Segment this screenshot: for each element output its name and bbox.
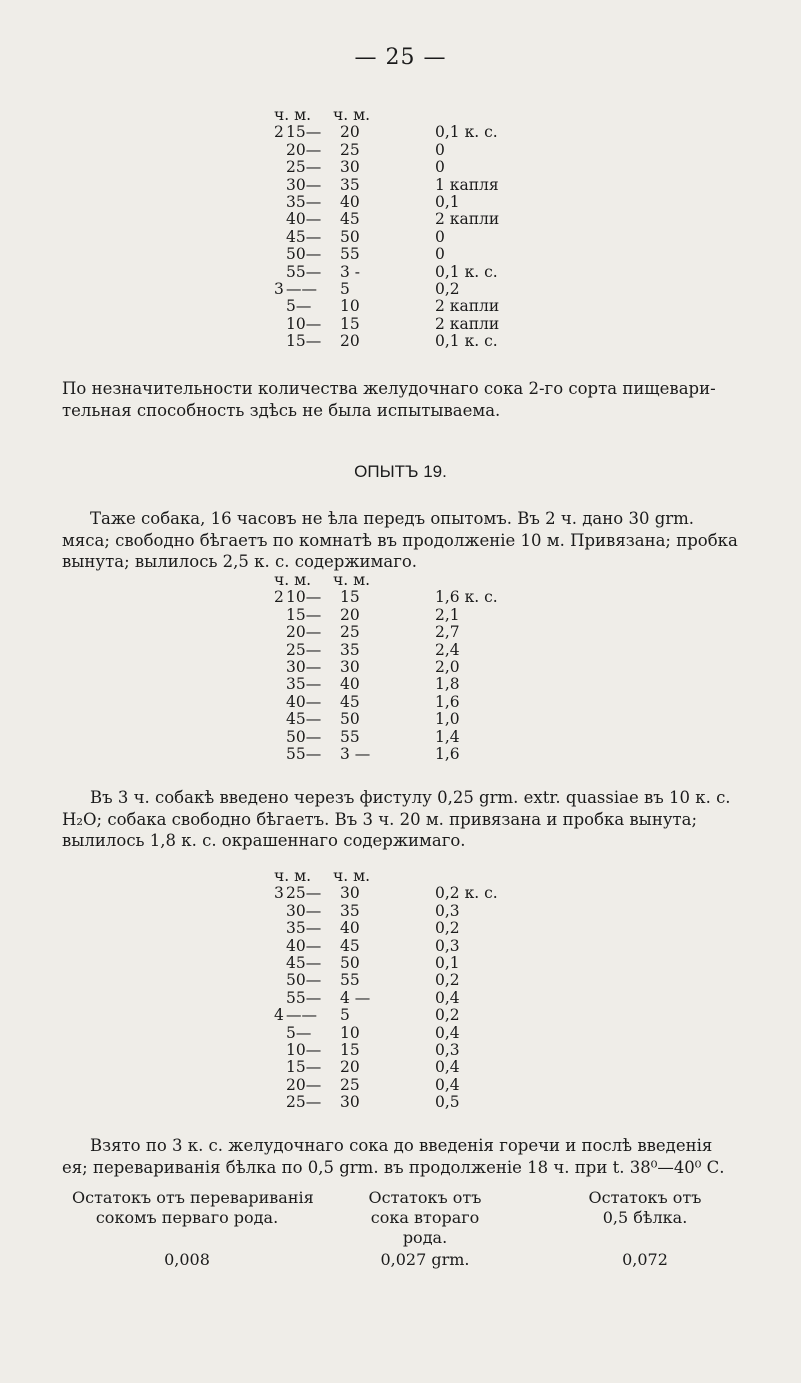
hour-cell: 3 <box>274 884 284 903</box>
from-cell: 55— <box>286 262 322 281</box>
header-col-2: ч. м. <box>333 106 371 124</box>
value-cell: 1,0 <box>435 710 460 729</box>
to-cell: 25 <box>340 140 360 159</box>
from-cell: 10— <box>286 588 322 607</box>
text-line: ея; перевариванія бѣлка по 0,5 grm. въ продолженіе 18 ч. при t. 38⁰—40⁰ С. <box>62 1157 725 1177</box>
from-cell: 40— <box>286 210 322 229</box>
value-cell: 0,2 <box>435 971 460 990</box>
from-cell: 15— <box>286 332 322 351</box>
from-cell: —— <box>286 1006 317 1025</box>
from-cell: 45— <box>286 953 322 972</box>
from-cell: 20— <box>286 1075 322 1094</box>
header-col-2: ч. м. <box>333 867 371 885</box>
header-col-1: ч. м. <box>274 571 312 589</box>
value-cell: 0,2 <box>435 1006 460 1025</box>
value-cell: 0,4 <box>435 988 460 1007</box>
value-cell: 0,4 <box>435 1058 460 1077</box>
value-cell: 0,2 <box>435 919 460 938</box>
from-cell: 25— <box>286 640 322 659</box>
to-cell: 50 <box>340 710 360 729</box>
text-line: тельная способность здѣсь не была испытываема. <box>62 400 501 420</box>
value-cell: 1,8 <box>435 675 460 694</box>
from-cell: —— <box>286 279 317 298</box>
from-cell: 50— <box>286 245 322 264</box>
footer-label: рода. <box>402 1228 448 1247</box>
value-cell: 0 <box>435 245 445 264</box>
value-cell: 2 капли <box>435 297 500 316</box>
footer-value: 0,072 <box>622 1250 668 1269</box>
footer-label: сока втораго <box>370 1208 480 1227</box>
text-line: вынута; вылилось 2,5 к. с. содержимаго. <box>62 552 418 571</box>
to-cell: 5 <box>340 279 350 298</box>
footer-label: сокомъ перваго рода. <box>95 1208 279 1227</box>
header-col-1: ч. м. <box>274 106 312 124</box>
to-cell: 55 <box>340 971 360 990</box>
value-cell: 0,1 <box>435 953 460 972</box>
value-cell: 2 капли <box>435 314 500 333</box>
value-cell: 0 <box>435 158 445 177</box>
footer-label: 0,5 бѣлка. <box>602 1208 688 1227</box>
value-cell: 2,4 <box>435 640 460 659</box>
from-cell: 25— <box>286 158 322 177</box>
to-cell: 25 <box>340 1075 360 1094</box>
text-line: Таже собака, 16 часовъ не ѣла передъ опытомъ. Въ 2 ч. дано 30 grm. <box>90 509 695 528</box>
from-cell: 55— <box>286 988 322 1007</box>
to-cell: 3 — <box>340 744 371 763</box>
to-cell: 30 <box>340 884 360 903</box>
to-cell: 25 <box>340 623 360 642</box>
from-cell: 15— <box>286 123 322 142</box>
value-cell: 0 <box>435 140 445 159</box>
paragraph-1 <box>62 378 742 421</box>
paragraph-3 <box>62 787 742 852</box>
value-cell: 0,1 к. с. <box>435 262 498 281</box>
from-cell: 55— <box>286 744 322 763</box>
from-cell: 30— <box>286 657 322 676</box>
value-cell: 0,1 к. с. <box>435 332 498 351</box>
from-cell: 25— <box>286 1093 322 1112</box>
to-cell: 3 - <box>340 262 361 281</box>
to-cell: 15 <box>340 588 360 607</box>
value-cell: 0,1 <box>435 192 460 211</box>
to-cell: 45 <box>340 936 360 955</box>
to-cell: 5 <box>340 1006 350 1025</box>
hour-cell: 4 <box>274 1006 284 1025</box>
footer-col-2 <box>345 1188 505 1270</box>
footer-label: Остатокъ отъ <box>368 1188 482 1207</box>
to-cell: 20 <box>340 605 360 624</box>
to-cell: 30 <box>340 158 360 177</box>
from-cell: 40— <box>286 692 322 711</box>
footer-label: Остатокъ отъ <box>588 1188 702 1207</box>
value-cell: 1,6 <box>435 744 460 763</box>
footer-value: 0,027 grm. <box>380 1250 470 1269</box>
value-cell: 0,1 к. с. <box>435 123 498 142</box>
value-cell: 2,0 <box>435 657 460 676</box>
to-cell: 4 — <box>340 988 371 1007</box>
hour-cell: 2 <box>274 588 284 607</box>
to-cell: 55 <box>340 245 360 264</box>
footer-value: 0,008 <box>164 1250 210 1269</box>
to-cell: 50 <box>340 227 360 246</box>
value-cell: 0,4 <box>435 1075 460 1094</box>
value-cell: 0,3 <box>435 1040 460 1059</box>
to-cell: 35 <box>340 175 360 194</box>
to-cell: 40 <box>340 192 360 211</box>
from-cell: 35— <box>286 192 322 211</box>
text-line: Въ 3 ч. собакѣ введено черезъ фистулу 0,25 grm. extr. quassiae въ 10 к. с. <box>90 788 731 807</box>
value-cell: 0,3 <box>435 901 460 920</box>
to-cell: 45 <box>340 210 360 229</box>
from-cell: 15— <box>286 605 322 624</box>
from-cell: 25— <box>286 884 322 903</box>
from-cell: 45— <box>286 227 322 246</box>
paragraph-2 <box>62 508 742 573</box>
from-cell: 30— <box>286 175 322 194</box>
header-col-1: ч. м. <box>274 867 312 885</box>
to-cell: 50 <box>340 953 360 972</box>
from-cell: 5— <box>286 1023 312 1042</box>
text-line: По незначительности количества желудочнаго сока 2-го сорта пищевари- <box>62 379 716 398</box>
from-cell: 30— <box>286 901 322 920</box>
to-cell: 30 <box>340 657 360 676</box>
from-cell: 20— <box>286 623 322 642</box>
to-cell: 15 <box>340 1040 360 1059</box>
text-line: мяса; свободно бѣгаетъ по комнатѣ въ продолженіе 10 м. Привязана; пробка <box>62 530 738 550</box>
header-col-2: ч. м. <box>333 571 371 589</box>
value-cell: 1,6 к. с. <box>435 588 498 607</box>
from-cell: 50— <box>286 727 322 746</box>
hour-cell: 3 <box>274 279 284 298</box>
from-cell: 35— <box>286 675 322 694</box>
from-cell: 20— <box>286 140 322 159</box>
to-cell: 10 <box>340 1023 360 1042</box>
footer-col-1 <box>72 1188 314 1270</box>
from-cell: 40— <box>286 936 322 955</box>
to-cell: 20 <box>340 332 360 351</box>
to-cell: 45 <box>340 692 360 711</box>
paragraph-4 <box>62 1135 742 1178</box>
text-line: Взято по 3 к. с. желудочнаго сока до введенія горечи и послѣ введенія <box>90 1136 713 1155</box>
footer-col-3 <box>565 1188 725 1270</box>
from-cell: 10— <box>286 314 322 333</box>
from-cell: 45— <box>286 710 322 729</box>
to-cell: 55 <box>340 727 360 746</box>
to-cell: 40 <box>340 675 360 694</box>
to-cell: 10 <box>340 297 360 316</box>
value-cell: 0,3 <box>435 936 460 955</box>
to-cell: 35 <box>340 640 360 659</box>
from-cell: 15— <box>286 1058 322 1077</box>
to-cell: 30 <box>340 1093 360 1112</box>
value-cell: 1,6 <box>435 692 460 711</box>
value-cell: 0,4 <box>435 1023 460 1042</box>
to-cell: 15 <box>340 314 360 333</box>
value-cell: 0,2 <box>435 279 460 298</box>
text-line: вылилось 1,8 к. с. окрашеннаго содержимаго. <box>62 831 466 850</box>
page-number: — 25 — <box>354 45 447 70</box>
section-heading: ОПЫТЪ 19. <box>354 462 447 481</box>
value-cell: 0 <box>435 227 445 246</box>
value-cell: 2 капли <box>435 210 500 229</box>
to-cell: 20 <box>340 123 360 142</box>
footer-label: Остатокъ отъ перевариванія <box>72 1188 314 1207</box>
value-cell: 0,5 <box>435 1093 460 1112</box>
to-cell: 35 <box>340 901 360 920</box>
value-cell: 0,2 к. с. <box>435 884 498 903</box>
from-cell: 35— <box>286 919 322 938</box>
value-cell: 2,1 <box>435 605 460 624</box>
value-cell: 1 капля <box>435 175 499 194</box>
from-cell: 5— <box>286 297 312 316</box>
from-cell: 10— <box>286 1040 322 1059</box>
from-cell: 50— <box>286 971 322 990</box>
hour-cell: 2 <box>274 123 284 142</box>
to-cell: 40 <box>340 919 360 938</box>
value-cell: 1,4 <box>435 727 460 746</box>
to-cell: 20 <box>340 1058 360 1077</box>
text-line: H₂O; собака свободно бѣгаетъ. Въ 3 ч. 20 м. привязана и пробка вынута; <box>62 809 698 829</box>
value-cell: 2,7 <box>435 623 460 642</box>
